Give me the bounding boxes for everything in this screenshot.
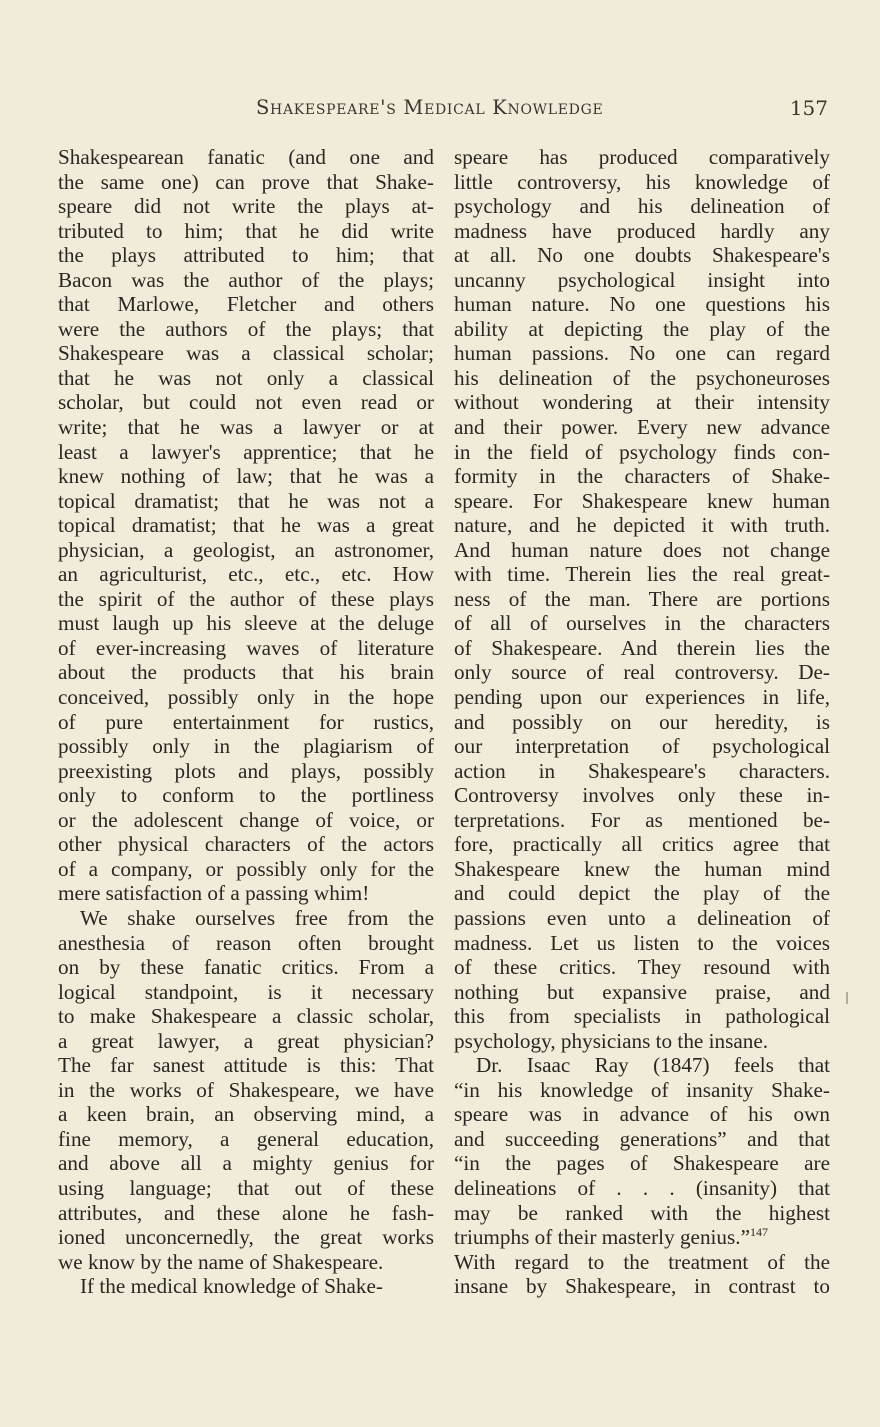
text-line: that he was not only a classical bbox=[58, 365, 434, 390]
paragraph-start-line: Dr. Isaac Ray (1847) feels that bbox=[476, 1053, 830, 1078]
text-line: ioned unconcernedly, the great works bbox=[58, 1225, 434, 1250]
text-line: ness of the man. There are portions bbox=[454, 586, 830, 611]
text-line: fine memory, a general education, bbox=[58, 1126, 434, 1151]
text-line: only to conform to the portliness bbox=[58, 783, 434, 808]
text-line: anesthesia of reason often brought bbox=[58, 930, 434, 955]
text-line: speare has produced comparatively bbox=[454, 145, 830, 169]
text-line: an agriculturist, etc., etc., etc. How bbox=[58, 562, 434, 587]
text-line: nothing but expansive praise, and bbox=[454, 979, 830, 1004]
text-line: topical dramatist; that he was a great bbox=[58, 513, 434, 538]
text-line: And human nature does not change bbox=[454, 537, 830, 562]
text-line: fore, practically all critics agree that bbox=[454, 832, 830, 857]
text-line: about the products that his brain bbox=[58, 660, 434, 685]
text-line: pending upon our experiences in life, bbox=[454, 685, 830, 710]
text-line: and above all a mighty genius for bbox=[58, 1151, 434, 1176]
text-line: Bacon was the author of the plays; bbox=[58, 267, 434, 292]
text-line: a keen brain, an observing mind, a bbox=[58, 1102, 434, 1127]
text-line: or the adolescent change of voice, or bbox=[58, 807, 434, 832]
text-line: Shakespeare knew the human mind bbox=[454, 856, 830, 881]
text-line: insane by Shakespeare, in contrast to bbox=[454, 1274, 830, 1299]
text-line: Shakespearean fanatic (and one and bbox=[58, 145, 434, 169]
text-line: and possibly on our heredity, is bbox=[454, 709, 830, 734]
text-line: other physical characters of the actors bbox=[58, 832, 434, 857]
text-line: to make Shakespeare a classic scholar, bbox=[58, 1004, 434, 1029]
text-line: formity in the characters of Shake- bbox=[454, 464, 830, 489]
text-line: without wondering at their intensity bbox=[454, 390, 830, 415]
text-line: must laugh up his sleeve at the deluge bbox=[58, 611, 434, 636]
text-line: the same one) can prove that Shake- bbox=[58, 169, 434, 194]
left-column bbox=[58, 145, 434, 1299]
text-line: madness have produced hardly any bbox=[454, 218, 830, 243]
text-line-with-footnote bbox=[454, 1225, 830, 1250]
text-line: The far sanest attitude is this: That bbox=[58, 1053, 434, 1078]
text-line: only source of real controversy. De- bbox=[454, 660, 830, 685]
text-line: of Shakespeare. And therein lies the bbox=[454, 635, 830, 660]
text-line: preexisting plots and plays, possibly bbox=[58, 758, 434, 783]
text-line: nature, and he depicted it with truth. bbox=[454, 513, 830, 538]
text-line: and could depict the play of the bbox=[454, 881, 830, 906]
text-line: psychology, physicians to the insane. bbox=[454, 1028, 769, 1053]
text-line: and succeeding generations” and that bbox=[454, 1126, 830, 1151]
text-line: speare was in advance of his own bbox=[454, 1102, 830, 1127]
text-line: terpretations. For as mentioned be- bbox=[454, 807, 830, 832]
text-line: little controversy, his knowledge of bbox=[454, 169, 830, 194]
text-line: human passions. No one can regard bbox=[454, 341, 830, 366]
text-line: With regard to the treatment of the bbox=[454, 1249, 830, 1274]
text-line: our interpretation of psychological bbox=[454, 734, 830, 759]
text-line: and their power. Every new advance bbox=[454, 415, 830, 440]
text-line: in the field of psychology finds con- bbox=[454, 439, 830, 464]
text-line: using language; that out of these bbox=[58, 1175, 434, 1200]
footnote-line-text: triumphs of their masterly genius.” bbox=[454, 1225, 750, 1250]
text-line: “in the pages of Shakespeare are bbox=[454, 1151, 830, 1176]
text-line: of ever-increasing waves of literature bbox=[58, 635, 434, 660]
text-line: “in his knowledge of insanity Shake- bbox=[454, 1077, 830, 1102]
text-line: of all of ourselves in the characters bbox=[454, 611, 830, 636]
text-line: mere satisfaction of a passing whim! bbox=[58, 881, 370, 906]
text-line: may be ranked with the highest bbox=[454, 1200, 830, 1225]
text-line: speare did not write the plays at- bbox=[58, 194, 434, 219]
running-header bbox=[60, 96, 830, 128]
text-line: were the authors of the plays; that bbox=[58, 316, 434, 341]
text-line: human nature. No one questions his bbox=[454, 292, 830, 317]
paragraph-start-line: We shake ourselves free from the bbox=[80, 905, 434, 930]
text-line: his delineation of the psychoneuroses bbox=[454, 365, 830, 390]
text-line: physician, a geologist, an astronomer, bbox=[58, 537, 434, 562]
text-line: action in Shakespeare's characters. bbox=[454, 758, 830, 783]
text-line: Controversy involves only these in- bbox=[454, 783, 830, 808]
text-line: of these critics. They resound with bbox=[454, 955, 830, 980]
text-line: topical dramatist; that he was not a bbox=[58, 488, 434, 513]
right-column bbox=[454, 145, 830, 1299]
text-line: scholar, but could not even read or bbox=[58, 390, 434, 415]
page-number: 157 bbox=[789, 96, 828, 120]
footnote-reference: 147 bbox=[749, 1225, 768, 1239]
text-line: uncanny psychological insight into bbox=[454, 267, 830, 292]
text-line: Shakespeare was a classical scholar; bbox=[58, 341, 434, 366]
paragraph-start-line: If the medical knowledge of Shake- bbox=[80, 1274, 383, 1299]
text-line: write; that he was a lawyer or at bbox=[58, 415, 434, 440]
text-line: with time. Therein lies the real great- bbox=[454, 562, 830, 587]
text-line: this from specialists in pathological bbox=[454, 1004, 830, 1029]
text-line: attributes, and these alone he fash- bbox=[58, 1200, 434, 1225]
text-line: tributed to him; that he did write bbox=[58, 218, 434, 243]
text-line: ability at depicting the play of the bbox=[454, 316, 830, 341]
text-line: a great lawyer, a great physician? bbox=[58, 1028, 434, 1053]
text-line: logical standpoint, is it necessary bbox=[58, 979, 434, 1004]
text-line: in the works of Shakespeare, we have bbox=[58, 1077, 434, 1102]
text-line: conceived, possibly only in the hope bbox=[58, 685, 434, 710]
text-line: possibly only in the plagiarism of bbox=[58, 734, 434, 759]
text-line: madness. Let us listen to the voices bbox=[454, 930, 830, 955]
text-line: that Marlowe, Fletcher and others bbox=[58, 292, 434, 317]
print-speck-mark bbox=[846, 992, 848, 1004]
text-line: passions even unto a delineation of bbox=[454, 905, 830, 930]
text-line: at all. No one doubts Shakespeare's bbox=[454, 243, 830, 268]
text-line: the plays attributed to him; that bbox=[58, 243, 434, 268]
text-line: psychology and his delineation of bbox=[454, 194, 830, 219]
text-line: we know by the name of Shakespeare. bbox=[58, 1249, 384, 1274]
text-line: speare. For Shakespeare knew human bbox=[454, 488, 830, 513]
text-line: delineations of . . . (insanity) that bbox=[454, 1175, 830, 1200]
text-line: of a company, or possibly only for the bbox=[58, 856, 434, 881]
text-line: knew nothing of law; that he was a bbox=[58, 464, 434, 489]
text-line: on by these fanatic critics. From a bbox=[58, 955, 434, 980]
running-title: Shakespeare's Medical Knowledge bbox=[256, 96, 604, 119]
text-line: least a lawyer's apprentice; that he bbox=[58, 439, 434, 464]
text-line: the spirit of the author of these plays bbox=[58, 586, 434, 611]
text-line: of pure entertainment for rustics, bbox=[58, 709, 434, 734]
